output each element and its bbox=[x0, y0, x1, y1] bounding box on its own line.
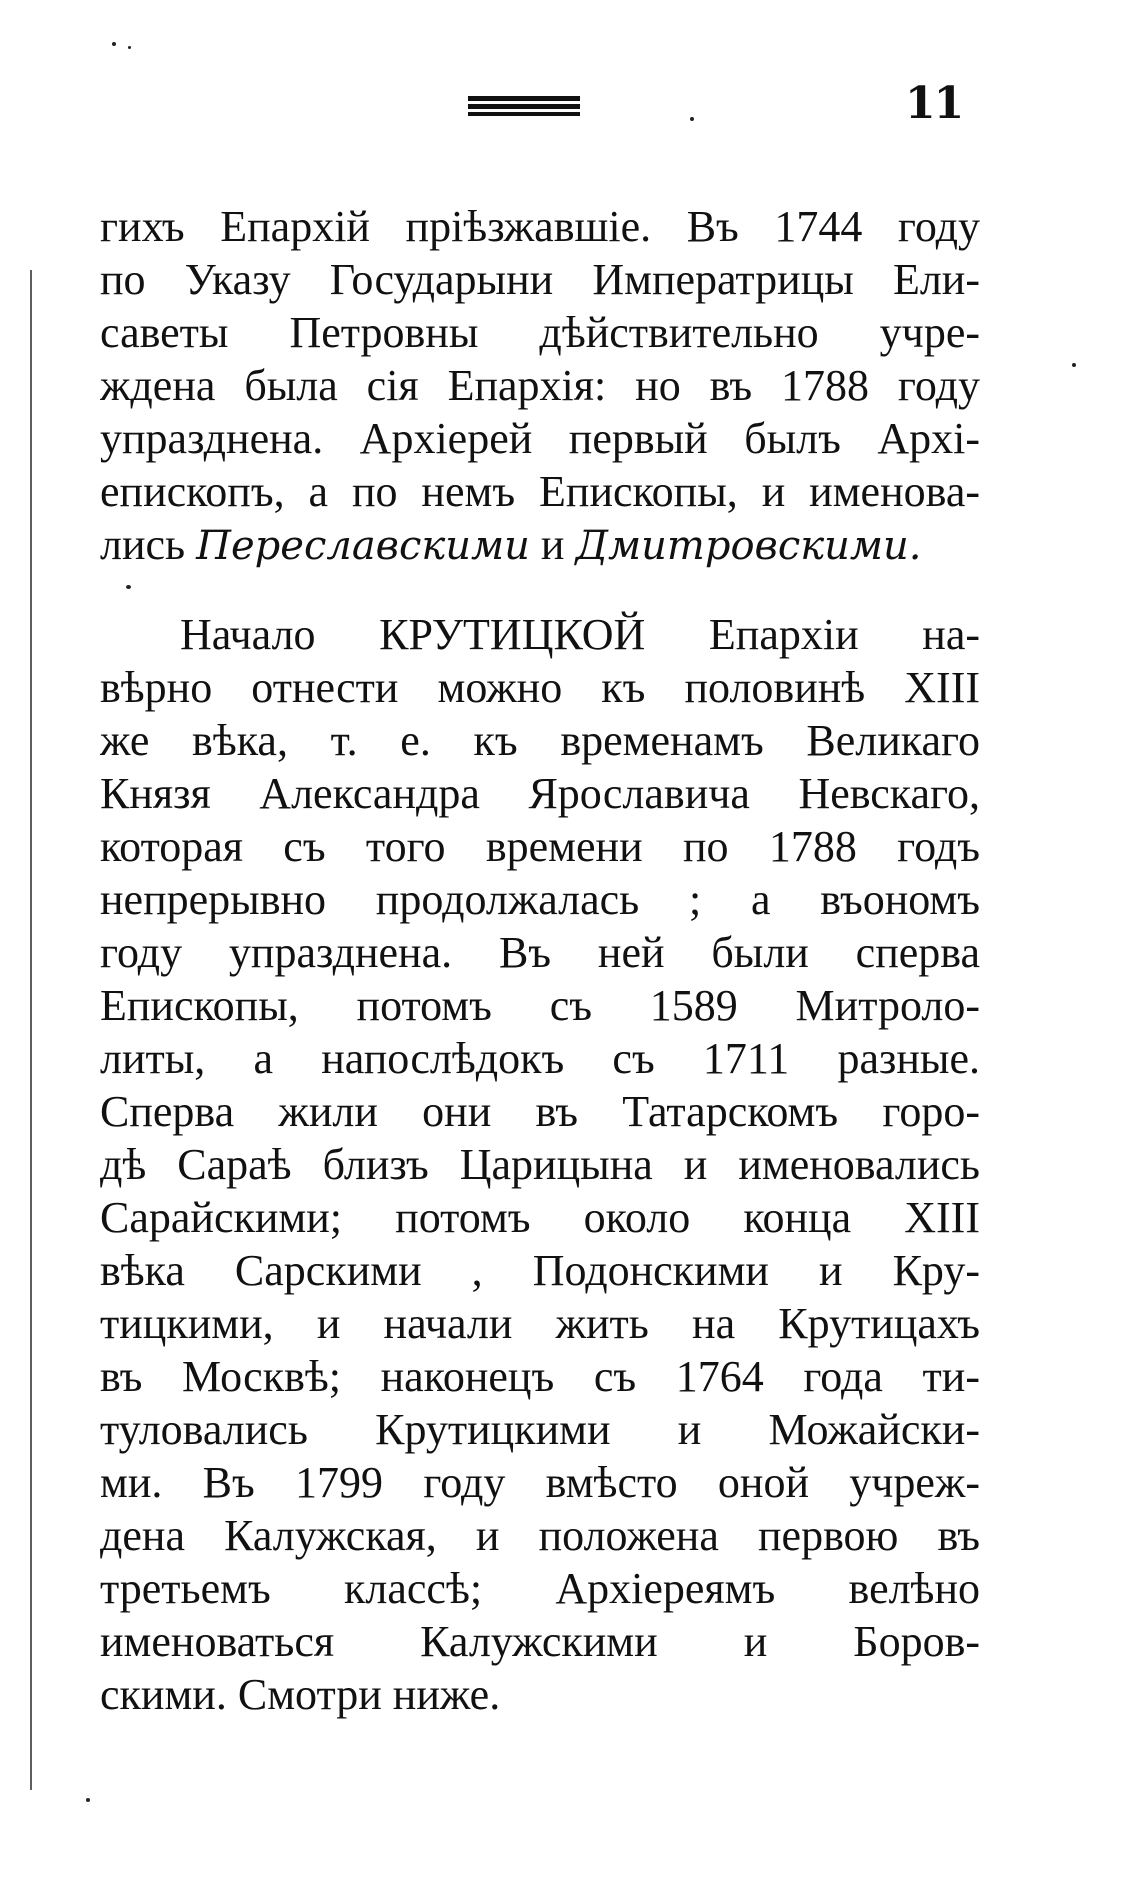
text-line: гихъ Епархій пріѣзжавшіе. Въ 1744 году bbox=[100, 202, 980, 251]
italic-name: Переславскими bbox=[196, 523, 530, 569]
text-line: тицкими, и начали жить на Крутицахъ bbox=[100, 1299, 980, 1348]
paragraph-2 bbox=[100, 608, 980, 1721]
text-line: дена Калужская, и положена первою въ bbox=[100, 1511, 980, 1560]
text-line: Сарайскими; потомъ около конца XIII bbox=[100, 1193, 980, 1242]
text-line: именоваться Калужскими и Боров- bbox=[100, 1617, 980, 1666]
text-line: по Указу Государыни Императрицы Ели- bbox=[100, 255, 980, 304]
paragraph-1 bbox=[100, 200, 980, 571]
text-line: туловались Крутицкими и Можайски- bbox=[100, 1405, 980, 1454]
italic-name: Дмитровскими. bbox=[575, 523, 922, 569]
text-line: году упразднена. Въ ней были сперва bbox=[100, 928, 980, 977]
text-line: ми. Въ 1799 году вмѣсто оной учреж- bbox=[100, 1458, 980, 1507]
text-line: третьемъ классѣ; Архіереямъ велѣно bbox=[100, 1564, 980, 1613]
text-line: литы, а напослѣдокъ съ 1711 разные. bbox=[100, 1034, 980, 1083]
text-line: лись Переславскими и Дмитровскими. bbox=[100, 520, 922, 569]
text-line: которая съ того времени по 1788 годъ bbox=[100, 822, 980, 871]
text-line: саветы Петровны дѣйствительно учре- bbox=[100, 308, 980, 357]
text-line: Князя Александра Ярославича Невскаго, bbox=[100, 769, 980, 818]
binding-edge-line bbox=[30, 270, 32, 1790]
scan-speck bbox=[86, 1798, 90, 1802]
scan-speck bbox=[126, 585, 131, 589]
text-line: упразднена. Архіерей первый былъ Архі- bbox=[100, 414, 980, 463]
text-line: непрерывно продолжалась ; а въономъ bbox=[100, 875, 980, 924]
text-line: въ Москвѣ; наконецъ съ 1764 года ти- bbox=[100, 1352, 980, 1401]
text-line: вѣка Сарскими , Подонскими и Кру- bbox=[100, 1246, 980, 1295]
scan-speck bbox=[690, 117, 694, 121]
header-ornament-rule bbox=[468, 94, 580, 118]
text-line: вѣрно отнести можно къ половинѣ XIII bbox=[100, 663, 980, 712]
text-line: же вѣка, т. е. къ временамъ Великаго bbox=[100, 716, 980, 765]
text-line: епископъ, а по немъ Епископы, и именова- bbox=[100, 467, 980, 516]
text-line: Сперва жили они въ Татарскомъ горо- bbox=[100, 1087, 980, 1136]
scan-speck bbox=[112, 42, 116, 46]
text-line: дѣ Сараѣ близъ Царицына и именовались bbox=[100, 1140, 980, 1189]
text-line: скими. Смотри ниже. bbox=[100, 1670, 501, 1719]
text-line: Начало КРУТИЦКОЙ Епархіи на- bbox=[180, 610, 980, 659]
page-number: 11 bbox=[905, 78, 963, 129]
text-line: ждена была сія Епархія: но въ 1788 году bbox=[100, 361, 980, 410]
text-line: Епископы, потомъ съ 1589 Митроло- bbox=[100, 981, 980, 1030]
scan-speck bbox=[1072, 363, 1076, 367]
scan-speck bbox=[128, 46, 131, 49]
